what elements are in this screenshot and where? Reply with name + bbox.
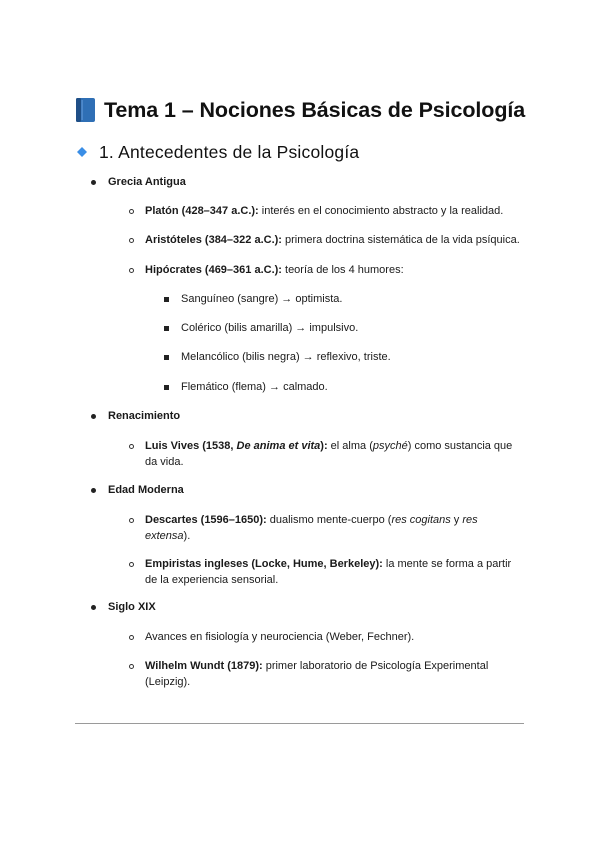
bullet-dot (91, 488, 96, 493)
item-bold: Aristóteles (384–322 a.C.): (145, 234, 282, 246)
bullet-circle (129, 664, 134, 669)
horizontal-rule (75, 723, 524, 724)
item-text: la mente se forma a partir (382, 558, 512, 570)
item-bold: Descartes (1596–1650): (145, 514, 267, 526)
bullet-circle (129, 268, 134, 273)
list-item-humor: Sanguíneo (sangre) → optimista. (181, 293, 343, 305)
section-heading (77, 140, 359, 164)
item-text-line2: da vida. (145, 456, 184, 468)
list-item-avances: Avances en fisiología y neurociencia (Weber, Fechner). (145, 631, 415, 643)
group-label-moderna: Edad Moderna (108, 484, 184, 496)
item-text-line2: de la experiencia sensorial. (145, 574, 279, 586)
item-text: ). (183, 530, 191, 542)
bullet-square (164, 297, 169, 302)
list-item-hipocrates (145, 262, 525, 278)
group-label-xix: Siglo XIX (108, 601, 156, 613)
blue-book-icon (75, 97, 97, 123)
bullet-dot (91, 605, 96, 610)
bullet-circle (129, 444, 134, 449)
item-text: interés en el conocimiento abstracto y la realidad. (258, 205, 504, 217)
section-heading-text: 1. Antecedentes de la Psicología (99, 141, 360, 162)
item-bold-part: ): (320, 440, 328, 452)
list-item-humor: Melancólico (bilis negra) → reflexivo, triste. (181, 351, 391, 363)
item-bold (145, 440, 328, 452)
item-text: ) como sustancia que (407, 440, 513, 452)
list-item-humor: Colérico (bilis amarilla) → impulsivo. (181, 322, 359, 334)
list-item-humor: Flemático (flema) → calmado. (181, 381, 328, 393)
item-text: primera doctrina sistemática de la vida psíquica. (281, 234, 520, 246)
item-text: primer laboratorio de Psicología Experimental (262, 660, 489, 672)
item-text-line2: (Leipzig). (145, 676, 191, 688)
blue-diamond-icon (77, 147, 87, 157)
bullet-square (164, 355, 169, 360)
item-bold-italic: De anima et vita (236, 440, 321, 452)
bullet-square (164, 326, 169, 331)
item-text: teoría de los 4 humores: (281, 264, 404, 276)
title-text: Tema 1 – Nociones Básicas de Psicología (104, 97, 526, 122)
page-title (75, 95, 535, 125)
item-text: y (450, 514, 463, 526)
item-text: el alma ( (327, 440, 373, 452)
bullet-circle (129, 518, 134, 523)
list-item-platon (145, 203, 525, 219)
bullet-square (164, 385, 169, 390)
item-italic: psyché (372, 440, 408, 452)
item-bold: Platón (428–347 a.C.): (145, 205, 259, 217)
item-italic: res (462, 514, 478, 526)
list-item-wundt (145, 658, 525, 690)
bullet-circle (129, 635, 134, 640)
bullet-dot (91, 180, 96, 185)
list-item-descartes (145, 512, 525, 544)
item-text: dualismo mente-cuerpo ( (266, 514, 392, 526)
group-label-renacimiento: Renacimiento (108, 410, 181, 422)
item-bold: Empiristas ingleses (Locke, Hume, Berkeley): (145, 558, 383, 570)
item-bold-part: Luis Vives (1538, (145, 440, 237, 452)
list-item-aristoteles (145, 232, 525, 248)
item-bold: Wilhelm Wundt (1879): (145, 660, 263, 672)
item-bold: Hipócrates (469–361 a.C.): (145, 264, 282, 276)
bullet-circle (129, 238, 134, 243)
bullet-circle (129, 209, 134, 214)
item-italic: res cogitans (391, 514, 451, 526)
item-italic-line2: extensa (145, 530, 184, 542)
group-label-grecia: Grecia Antigua (108, 176, 186, 188)
list-item-empiristas (145, 556, 525, 588)
list-item-vives (145, 438, 525, 470)
bullet-circle (129, 562, 134, 567)
bullet-dot (91, 414, 96, 419)
